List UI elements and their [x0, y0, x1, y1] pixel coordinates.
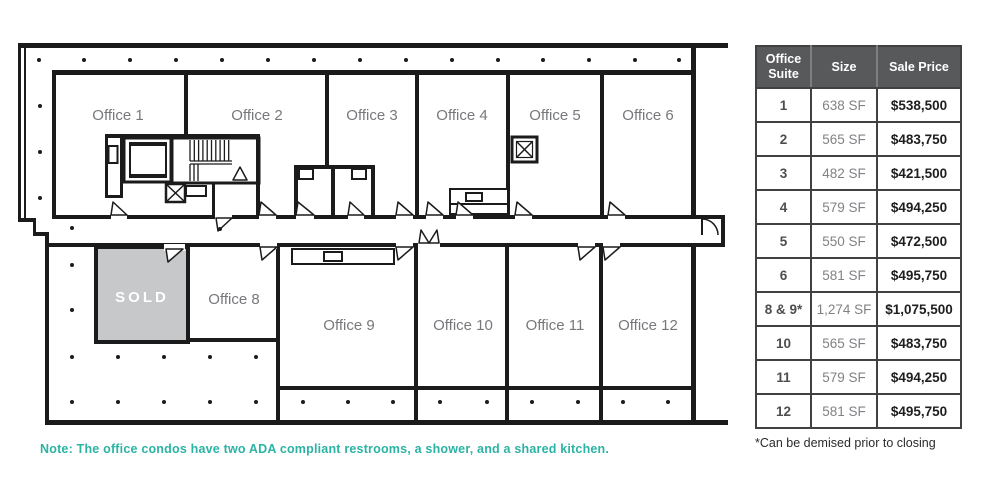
price-table	[755, 45, 962, 429]
cell-suite: 1	[756, 88, 811, 122]
cell-price: $483,750	[877, 326, 961, 360]
table-row	[756, 326, 961, 360]
cell-size: 1,274 SF	[811, 292, 877, 326]
pricing-panel	[755, 45, 960, 450]
cell-suite: 3	[756, 156, 811, 190]
cell-price: $1,075,500	[877, 292, 961, 326]
cell-size: 579 SF	[811, 360, 877, 394]
room-label-office-5: Office 5	[529, 107, 581, 124]
room-label-office-3: Office 3	[346, 107, 398, 124]
room-label-office-10: Office 10	[433, 317, 493, 334]
table-header-row	[756, 46, 961, 88]
cell-price: $494,250	[877, 360, 961, 394]
cell-price: $494,250	[877, 190, 961, 224]
cell-suite: 5	[756, 224, 811, 258]
cell-size: 638 SF	[811, 88, 877, 122]
table-row	[756, 190, 961, 224]
table-row	[756, 88, 961, 122]
room-label-office-1: Office 1	[92, 107, 144, 124]
room-label-office-9: Office 9	[323, 317, 375, 334]
cell-price: $483,750	[877, 122, 961, 156]
room-label-office-2: Office 2	[231, 107, 283, 124]
cell-size: 565 SF	[811, 326, 877, 360]
cell-price: $495,750	[877, 258, 961, 292]
sold-room-label: SOLD	[115, 289, 169, 306]
room-label-office-12: Office 12	[618, 317, 678, 334]
walls	[18, 43, 728, 425]
cell-suite: 2	[756, 122, 811, 156]
table-row	[756, 258, 961, 292]
cell-size: 579 SF	[811, 190, 877, 224]
table-row	[756, 360, 961, 394]
cell-suite: 11	[756, 360, 811, 394]
table-row	[756, 122, 961, 156]
cell-size: 565 SF	[811, 122, 877, 156]
floor-plan-note: Note: The office condos have two ADA compliant restrooms, a shower, and a shared kitchen.	[40, 442, 610, 456]
col-header-office-suite: Office Suite	[756, 46, 811, 88]
room-label-office-11: Office 11	[525, 317, 585, 334]
cell-size: 581 SF	[811, 394, 877, 428]
cell-suite: 12	[756, 394, 811, 428]
cell-size: 581 SF	[811, 258, 877, 292]
table-row	[756, 156, 961, 190]
col-header-sale-price: Sale Price	[877, 46, 961, 88]
cell-price: $472,500	[877, 224, 961, 258]
cell-price: $495,750	[877, 394, 961, 428]
cell-suite: 8 & 9*	[756, 292, 811, 326]
table-row	[756, 292, 961, 326]
cell-price: $538,500	[877, 88, 961, 122]
cell-suite: 6	[756, 258, 811, 292]
cell-size: 550 SF	[811, 224, 877, 258]
table-footnote: *Can be demised prior to closing	[755, 436, 936, 450]
cell-price: $421,500	[877, 156, 961, 190]
col-header-size: Size	[811, 46, 877, 88]
table-row	[756, 224, 961, 258]
room-label-office-6: Office 6	[622, 107, 674, 124]
cell-suite: 4	[756, 190, 811, 224]
table-row	[756, 394, 961, 428]
cell-suite: 10	[756, 326, 811, 360]
room-label-office-8: Office 8	[208, 291, 260, 308]
room-label-office-4: Office 4	[436, 107, 488, 124]
cell-size: 482 SF	[811, 156, 877, 190]
